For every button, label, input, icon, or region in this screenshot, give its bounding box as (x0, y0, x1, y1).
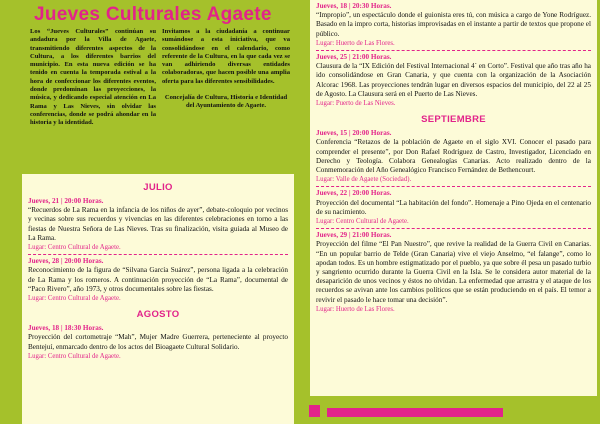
event-date: Jueves, 21 | 20:00 Horas. (28, 197, 104, 205)
event-place: Lugar: Centro Cultural de Agaete. (28, 244, 121, 252)
event-entry (316, 53, 591, 108)
month-heading-july: JULIO (143, 182, 173, 193)
divider (316, 50, 591, 51)
intro-column-2 (162, 28, 290, 111)
event-place: Lugar: Huerto de Las Flores. (316, 305, 395, 313)
event-description: Proyección del cortometraje “Mah”, Mujer Madre Guerrera, perteneciente al proyecto Bentejuí, enmarcado dentro de los actos del Bioagaete Cultural Solidario. (28, 333, 288, 351)
divider (28, 254, 288, 255)
event-entry (28, 197, 288, 252)
event-description: Clausura de la “IX Edición del Festival Internacional 4´ en Corto”. Festival que año tras año ha ido consolidándose en Gran Canaria, y que cuenta con la organización de la Asociación Alcorac 1968. Las proyecciones tendrán lugar en diversos espacios del municipio, del 22 al 25 de Agosto. La Clausura será en el Puerto de Las Nieves. (316, 62, 591, 98)
event-date: Jueves, 15 | 20:00 Horas. (316, 129, 392, 138)
event-entry (28, 324, 288, 361)
intro-paragraph-1: Los “Jueves Culturales” continúan su andadura por la Villa de Agaete, transmitiendo diferentes aspectos de la Cultura, a los diferentes barrios del municipio. En esta nueva edición se ha tenido en cuenta la temporada estival a la hora de confeccionar los diferentes eventos, donde predominan las proyecciones, la música, y dedicando especial atención en La Rama y Las Nieves, sin olvidar las conferencias, donde se podrá ahondar en la historia y la identidad. (30, 28, 156, 127)
left-program-panel (22, 174, 294, 424)
intro-signature: Concejalía de Cultura, Historia e Identidad del Ayuntamiento de Agaete. (164, 94, 288, 110)
event-place: Lugar: Centro Cultural de Agaete. (28, 352, 121, 360)
event-description: “Impropio”, un espectáculo donde el guionista eres tú, con música a cargo de Yone Rodríguez. Basado en la impro corta, historias improvisadas en el instante a partir de textos que propone el público. (316, 11, 591, 38)
divider (316, 186, 591, 187)
divider (316, 228, 591, 229)
event-description: Reconocimiento de la figura de “Silvana García Suárez”, persona ligada a la celebración de La Rama y los romeros. A continuación proyección de “La Rama”, documental de “Paco Rivero”, año 1973, y otros documentales sobre las fiestas. (28, 266, 288, 293)
decorative-pink-bar (327, 408, 503, 417)
decorative-pink-square (309, 405, 320, 417)
event-place: Lugar: Huerto de Las Flores. (316, 39, 395, 47)
event-place: Lugar: Centro Cultural de Agaete. (316, 218, 409, 226)
event-place: Lugar: Valle de Agaete (Sociedad). (316, 176, 412, 184)
event-date: Jueves, 18 | 20:30 Horas. (316, 2, 392, 10)
intro-column-1 (30, 28, 156, 128)
event-entry (28, 257, 288, 303)
event-entry (316, 2, 591, 48)
event-date: Jueves, 22 | 20:00 Horas. (316, 189, 392, 198)
event-place: Lugar: Centro Cultural de Agaete. (28, 295, 121, 303)
intro-paragraph-2: Invitamos a la ciudadanía a continuar sumándose a esta iniciativa, que va consolidándose en el calendario, como referente de la Cultura, en la que cada vez se van adhiriendo diversas entidades colaboradoras, que hacen posible una amplia oferta para las diferentes sensibilidades. (162, 28, 290, 85)
event-description: Proyección del documental “La habitación del fondo”. Homenaje a Pino Ojeda en el centenario de su nacimiento. (316, 198, 591, 216)
event-description: Conferencia “Retazos de la población de Agaete en el siglo XVI. Conocer el pasado para comprender el presente”, por Don Rafael Rodríguez de Castro, Investigador, Licenciado en Derecho y Teología. Colabora Genealogías Canarias. Acto realizado dentro de la Conmemoración del Año Genealógico Francisco Fernández de Bethencourt. (316, 138, 591, 175)
event-description: “Recuerdos de La Rama en la infancia de los niños de ayer”, debate-coloquio por vecinos y vecinas sobre sus recuerdos y vivencias en las diferentes celebraciones en torno a las fiestas de Nuestra Señora de Las Nieves. Tras su finalización, visita guiada al Museo de La Rama. (28, 206, 288, 242)
event-date: Jueves, 28 | 20:00 Horas. (28, 257, 104, 266)
event-place: Lugar: Puerto de Las Nieves. (316, 100, 396, 108)
event-description: Proyección del filme “El Pan Nuestro”, que revive la realidad de la Guerra Civil en Canarias. “En un popular barrio de Telde (Gran Canaria) vive el viejo Anselmo, “el falange”, como lo apodan todos. Es un hombre estigmatizado por el pueblo, ya que sobre él pesa un pasado turbio y sangriento ocurrido durante la Guerra Civil en la Isla. Se le considera autor material de la desaparición de unos vecinos y éstos no olvidan. La enfermedad que arrastra y el ataque de los recuerdos se avivan ante los cambios políticos que se están produciendo en el país. El temor a revivir el pasado le hace tomar una decisión”. (316, 240, 591, 304)
event-entry (316, 189, 591, 226)
event-entry (316, 231, 591, 314)
event-entry (316, 129, 591, 184)
month-heading-september: SEPTIEMBRE (421, 114, 486, 126)
event-date: Jueves, 29 | 21:00 Horas. (316, 231, 392, 240)
month-heading-august: AGOSTO (136, 309, 180, 321)
event-date: Jueves, 18 | 18:30 Horas. (28, 324, 104, 333)
right-program-panel (310, 0, 597, 396)
page-title: Jueves Culturales Agaete (34, 4, 272, 25)
event-date: Jueves, 25 | 21:00 Horas. (316, 53, 392, 62)
